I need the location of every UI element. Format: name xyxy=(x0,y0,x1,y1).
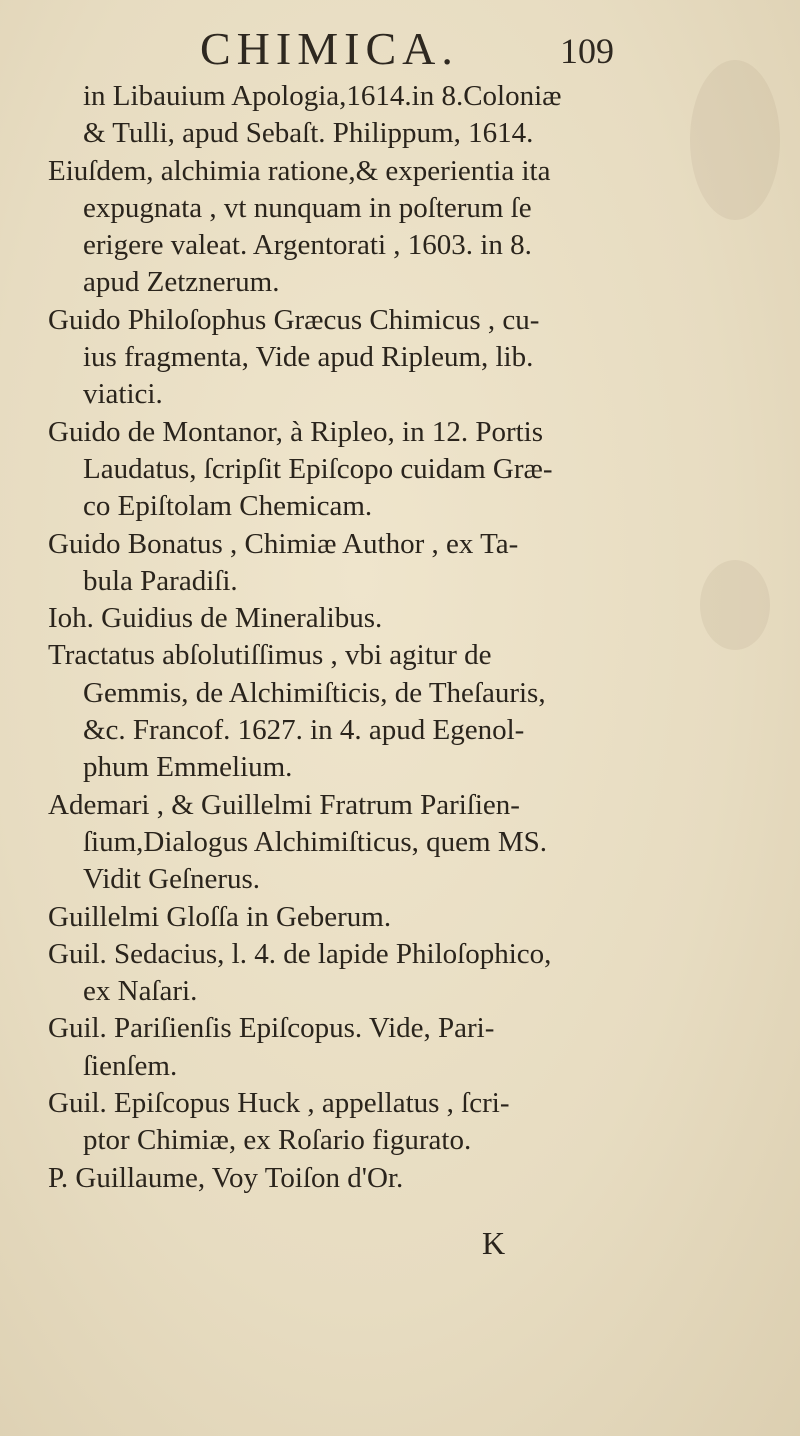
entry-line: Gemmis, de Alchimiſticis, de Theſauris, xyxy=(83,676,546,709)
entry-line: ex Naſari. xyxy=(83,975,198,1008)
entry-line: bula Paradiſi. xyxy=(83,564,238,597)
bibliography-entry xyxy=(48,1010,678,1085)
bibliography-entry xyxy=(48,637,678,786)
bibliography-entry xyxy=(48,936,678,1011)
entry-line: Guil. Sedacius, l. 4. de lapide Philoſophico, xyxy=(48,937,552,970)
bibliography-entry xyxy=(48,899,678,936)
entry-line: Guido Philoſophus Græcus Chimicus , cu- xyxy=(48,303,540,336)
foxing-stain xyxy=(690,60,780,220)
bibliography-entry xyxy=(48,414,678,526)
entry-line: apud Zetznerum. xyxy=(83,266,280,299)
bibliography-entry xyxy=(48,78,678,153)
entry-line: Guillelmi Gloſſa in Geberum. xyxy=(48,900,392,933)
entry-line: Guil. Epiſcopus Huck , appellatus , ſcri- xyxy=(48,1087,510,1120)
entry-line: erigere valeat. Argentorati , 1603. in 8. xyxy=(83,229,532,262)
entry-line: P. Guillaume, Voy Toiſon d'Or. xyxy=(48,1161,404,1194)
bibliography-entry xyxy=(48,526,678,601)
entry-line: & Tulli, apud Sebaſt. Philippum, 1614. xyxy=(83,117,534,150)
entry-line: Eiuſdem, alchimia ratione,& experientia ita xyxy=(48,154,551,187)
bibliography-entry xyxy=(48,1160,678,1197)
page-header xyxy=(200,22,670,82)
bibliography-entry xyxy=(48,787,678,899)
entry-line: Tractatus abſolutiſſimus , vbi agitur de xyxy=(48,639,492,672)
entry-line: Laudatus, ſcripſit Epiſcopo cuidam Græ- xyxy=(83,452,553,485)
entry-line: Guido de Montanor, à Ripleo, in 12. Portis xyxy=(48,415,544,448)
bibliography-entry xyxy=(48,153,678,302)
catchword: K xyxy=(482,1225,506,1261)
entry-line: ſienſem. xyxy=(83,1049,178,1082)
entry-line: phum Emmelium. xyxy=(83,751,293,784)
entry-line: Guido Bonatus , Chimiæ Author , ex Ta- xyxy=(48,527,519,560)
entry-line: ſium,Dialogus Alchimiſticus, quem MS. xyxy=(83,825,547,858)
bibliography-entry xyxy=(48,302,678,414)
entry-line: &c. Francof. 1627. in 4. apud Egenol- xyxy=(83,714,525,747)
entry-line: expugnata , vt nunquam in poſterum ſe xyxy=(83,191,532,224)
entry-line: viatici. xyxy=(83,378,163,411)
entry-line: Vidit Geſnerus. xyxy=(83,863,261,896)
running-head: CHIMICA. xyxy=(200,23,459,74)
bibliography-entry xyxy=(48,1085,678,1160)
entry-line: Ademari , & Guillelmi Fratrum Pariſien- xyxy=(48,788,520,821)
page-number: 109 xyxy=(560,31,614,71)
bibliography-entries xyxy=(48,78,678,1197)
entry-line: co Epiſtolam Chemicam. xyxy=(83,490,373,523)
entry-line: ius fragmenta, Vide apud Ripleum, lib. xyxy=(83,341,534,374)
entry-line: in Libauium Apologia,1614.in 8.Coloniæ xyxy=(83,80,562,112)
bibliography-entry xyxy=(48,600,678,637)
entry-line: Guil. Pariſienſis Epiſcopus. Vide, Pari- xyxy=(48,1012,495,1045)
entry-line: Ioh. Guidius de Mineralibus. xyxy=(48,602,383,635)
entry-line: ptor Chimiæ, ex Roſario figurato. xyxy=(83,1124,472,1157)
foxing-stain xyxy=(700,560,770,650)
